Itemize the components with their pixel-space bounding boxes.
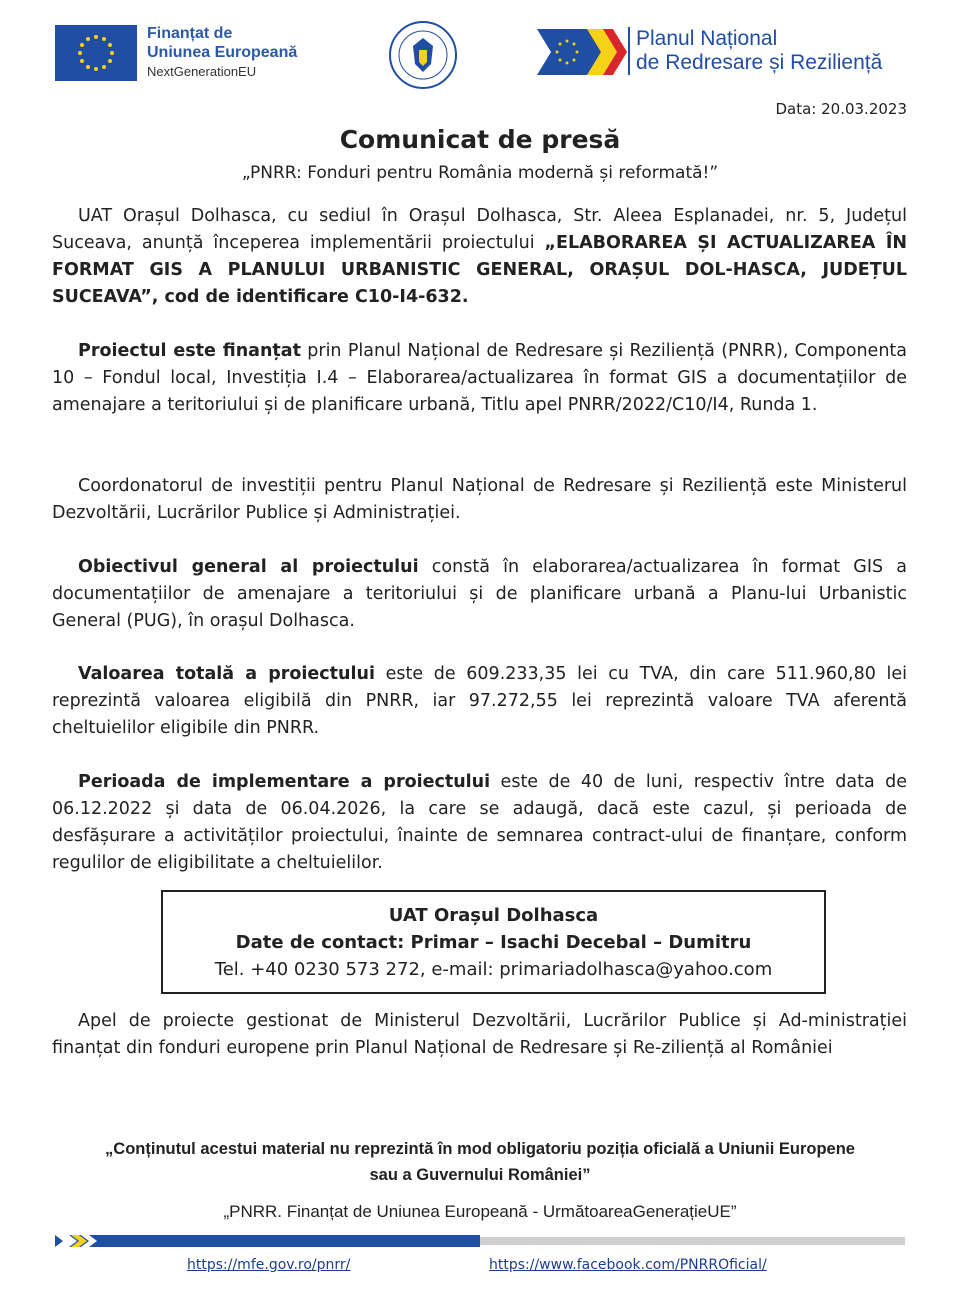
paragraph-objective [52, 554, 907, 635]
mfe-link[interactable]: https://mfe.gov.ro/pnrr/ [187, 1257, 351, 1273]
footer-color-bar [55, 1234, 905, 1248]
header [0, 0, 960, 100]
eu-flag-icon [55, 25, 137, 81]
contact-person: Date de contact: Primar – Isachi Decebal – Dumitru [235, 932, 752, 953]
objective-heading: Obiectivul general al proiectului [78, 557, 419, 577]
page-title: Comunicat de presă [339, 125, 621, 154]
contact-box [161, 890, 826, 994]
call-text: Apel de proiecte gestionat de Ministerul Dezvoltării, Lucrărilor Publice și Ad-ministrației finanțat din fonduri europene prin Planul Național de Redresare și Re-ziliență al României [52, 1011, 907, 1058]
eu-funding-label [147, 24, 297, 81]
pnrr-label [628, 27, 882, 75]
pnrr-line-1: Planul Național [636, 27, 778, 50]
guvernul-romaniei-seal-icon [388, 20, 458, 90]
project-name: „ELABORAREA ȘI ACTUALIZAREA ÎN FORMAT GIS A PLANULUI URBANISTIC GENERAL, ORAȘUL DOL-HASCA, JUDEȚUL SUCEAVA”, cod de identificare C10-I4-632. [52, 233, 907, 307]
value-text: este de 609.233,35 lei cu TVA, din care 511.960,80 lei reprezintă valoarea eligibilă din PNRR, iar 97.272,55 lei reprezintă valoare TVA aferentă cheltuielilor eligibile din PNRR. [52, 664, 907, 738]
paragraph-value [52, 661, 907, 742]
value-heading: Valoarea totală a proiectului [78, 664, 375, 684]
contact-phone-email: Tel. +40 0230 573 272, e-mail: primariadolhasca@yahoo.com [214, 959, 773, 980]
paragraph-period [52, 769, 907, 877]
objective-text: constă în elaborarea/actualizarea în format GIS a documentațiilor de amenajare a teritoriului și de planificare urbană a Planu-lui Urbanistic General (PUG), în orașul Dolhasca. [52, 557, 907, 631]
paragraph-financing [52, 338, 907, 419]
contact-org: UAT Orașul Dolhasca [388, 905, 599, 926]
coordinator-text: Coordonatorul de investiții pentru Planul Național de Redresare și Reziliență este Ministerul Dezvoltării, Lucrărilor Publice și Administrației. [52, 476, 907, 523]
disclaimer: „Conținutul acestui material nu reprezintă în mod obligatoriu poziția oficială a Uniunii Europene sau a Guvernului României” [105, 1140, 855, 1184]
paragraph-call [52, 1008, 907, 1062]
period-text: este de 40 de luni, respectiv între data de 06.12.2022 și data de 06.04.2026, la care se adaugă, dacă este cazul, și perioada de desfășurare a activităților proiectului, înainte de semnarea contract-ului de finanțare, conform regulilor de eligibilitate a cheltuielilor. [52, 772, 907, 873]
slogan: „PNRR. Finanțat de Uniunea Europeană - UrmătoareaGenerațieUE” [223, 1202, 737, 1221]
financing-text: prin Planul Național de Redresare și Reziliență (PNRR), Componenta 10 – Fondul local, Investiția I.4 – Elaborarea/actualizarea în format GIS a documentațiilor de amenajare a teritoriului și de planificare urbană, Titlu apel PNRR/2022/C10/I4, Runda 1. [52, 341, 907, 415]
eu-line-3: NextGenerationEU [147, 64, 257, 79]
eu-line-2: Uniunea Europeană [147, 44, 298, 61]
pnrr-arrow-icon [537, 25, 627, 79]
paragraph-intro [52, 203, 907, 311]
intro-text: UAT Orașul Dolhasca, cu sediul în Orașul Dolhasca, Str. Aleea Esplanadei, nr. 5, Județul Suceava, anunță începerea implementării proiectului [52, 206, 907, 253]
eu-line-1: Finanțat de [147, 25, 233, 42]
document-date: Data: 20.03.2023 [775, 100, 907, 118]
paragraph-coordinator [52, 473, 907, 527]
pnrr-line-2: de Redresare și Reziliență [636, 51, 883, 74]
facebook-link[interactable]: https://www.facebook.com/PNRROficial/ [489, 1257, 767, 1273]
financing-heading: Proiectul este finanțat [78, 341, 301, 361]
page-subtitle: „PNRR: Fonduri pentru România modernă și reformată!” [241, 163, 719, 183]
period-heading: Perioada de implementare a proiectului [78, 772, 491, 792]
